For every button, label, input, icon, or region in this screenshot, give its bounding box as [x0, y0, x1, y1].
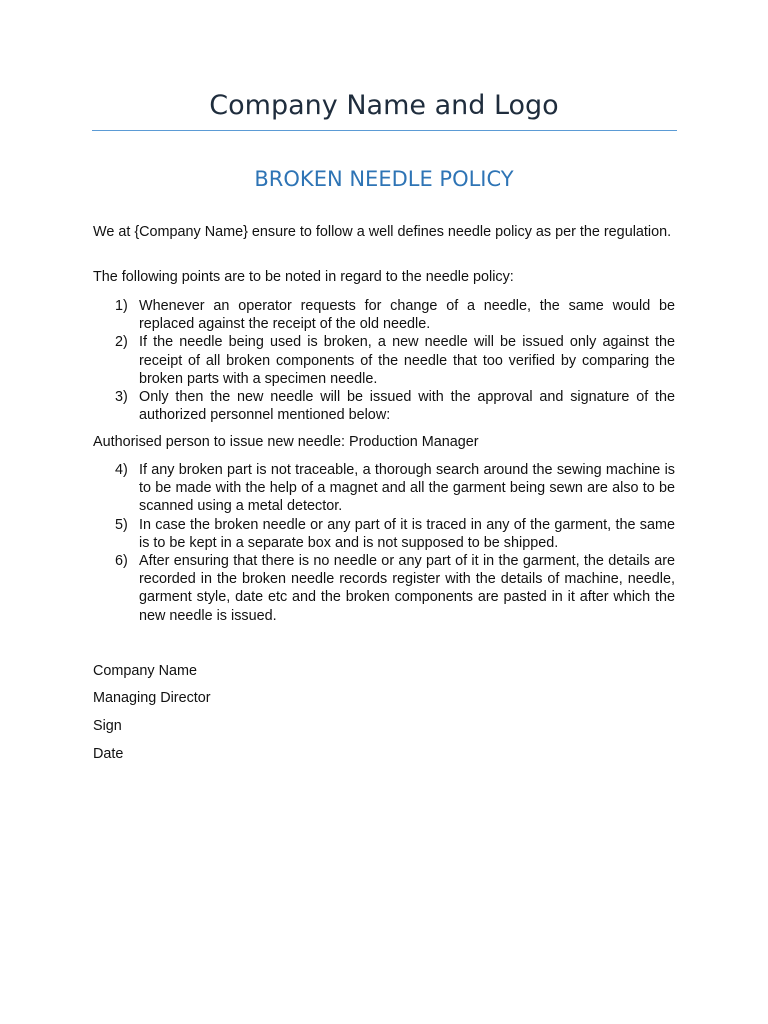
company-name-and-logo: Company Name and Logo [209, 90, 559, 121]
list-item-number: 5) [115, 516, 128, 533]
list-item-text: In case the broken needle or any part of it is traced in any of the garment, the same is to be kept in a separate box and is not supposed to be shipped. [139, 516, 675, 551]
list-item-number: 4) [115, 462, 128, 478]
policy-points-list-1 [93, 297, 675, 424]
list-item-text: If the needle being used is broken, a new needle will be issued only against the receipt of all broken components of the needle that too verified by comparing the broken parts with a specimen needle. [139, 334, 675, 387]
list-item-number: 1) [115, 298, 128, 314]
list-item [93, 388, 675, 424]
list-item [93, 552, 675, 625]
signature-company-name: Company Name [93, 663, 197, 679]
list-item-text: After ensuring that there is no needle or any part of it in the garment, the details are recorded in the broken needle records register with the details of machine, needle, garment style, date etc and the broken components are pasted in it after which the new needle is issued. [139, 553, 675, 624]
policy-points-list-2 [93, 461, 675, 625]
authorised-person-paragraph [93, 433, 675, 451]
list-item-text: Whenever an operator requests for change of a needle, the same would be replaced against the receipt of the old needle. [139, 298, 675, 333]
list-item [93, 516, 675, 552]
intro-paragraph [93, 223, 675, 241]
list-item [93, 333, 675, 388]
header-divider [92, 130, 677, 131]
list-item [93, 461, 675, 516]
authorised-person-text: Authorised person to issue new needle: Production Manager [93, 434, 479, 450]
intro-text: We at {Company Name} ensure to follow a well defines needle policy as per the regulation. [93, 224, 672, 240]
signature-sign-label: Sign [93, 718, 122, 734]
points-lead-text: The following points are to be noted in regard to the needle policy: [93, 269, 514, 285]
list-item-text: If any broken part is not traceable, a thorough search around the sewing machine is to be made with the help of a magnet and all the garment being sewn are also to be scanned using a metal detector. [139, 462, 675, 515]
list-item-text: Only then the new needle will be issued with the approval and signature of the authorized personnel mentioned below: [139, 389, 675, 424]
list-item-number: 2) [115, 334, 128, 351]
points-lead-paragraph [93, 268, 675, 286]
signature-date-label: Date [93, 746, 124, 762]
list-item-number: 3) [115, 389, 128, 406]
document-title: BROKEN NEEDLE POLICY [254, 167, 514, 191]
signature-role: Managing Director [93, 690, 211, 706]
list-item-number: 6) [115, 553, 128, 570]
list-item [93, 297, 675, 333]
